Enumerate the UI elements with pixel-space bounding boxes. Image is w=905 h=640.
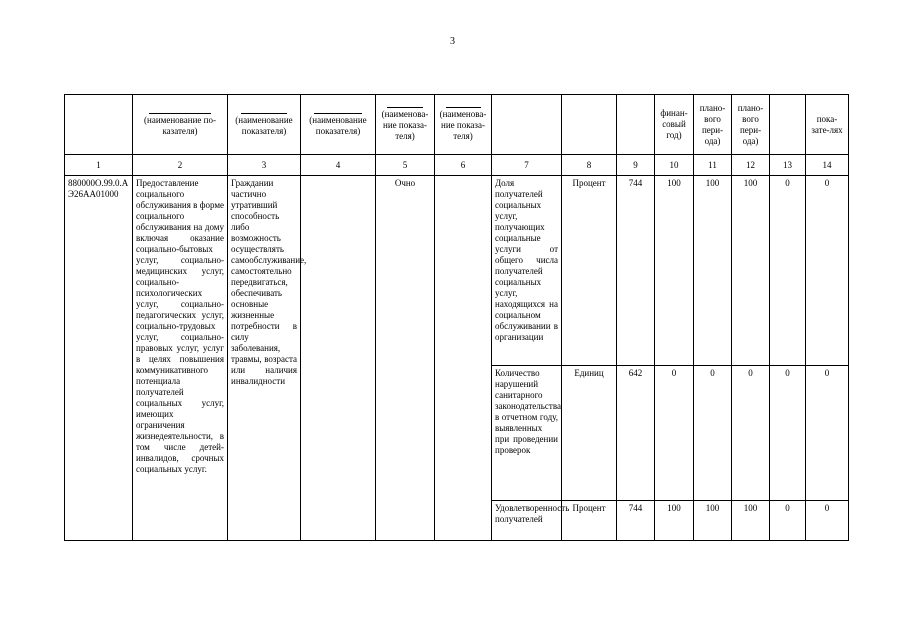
table-row bbox=[65, 176, 849, 366]
column-number: 14 bbox=[806, 155, 849, 176]
column-number: 12 bbox=[732, 155, 770, 176]
header-cell bbox=[770, 95, 806, 155]
indicator-okei: 744 bbox=[617, 501, 655, 541]
indicator-value: 0 bbox=[770, 366, 806, 501]
header-cell: (наименование по-казателя) bbox=[133, 95, 228, 155]
indicator-unit: Процент bbox=[562, 176, 617, 366]
header-cell bbox=[492, 95, 562, 155]
indicator-value: 100 bbox=[732, 501, 770, 541]
column-number: 10 bbox=[655, 155, 694, 176]
indicator-value: 0 bbox=[806, 501, 849, 541]
service-description: Предоставление социального обслуживания в форме социального обслуживания на дому включая оказание социально-бытовых услуг, социально-медицинских услуг, социально-психологических услуг, социально-педагогических услуг, социально-трудовых услуг, социально-правовых услуг, услуг в целях повышения коммуникативного потенциала получателей социальных услуг, имеющих ограничения жизнедеятельности, в том числе детей-инвалидов, срочных социальных услуг. bbox=[133, 176, 228, 541]
indicator-value: 0 bbox=[655, 366, 694, 501]
column-number: 4 bbox=[301, 155, 376, 176]
indicator-value: 0 bbox=[732, 366, 770, 501]
column-number: 1 bbox=[65, 155, 133, 176]
indicator-name: Доля получателей социальных услуг, получающих социальные услуги от общего числа получателей социальных услуг, находящихся на социальном обслуживании в организации bbox=[492, 176, 562, 366]
indicator-okei: 642 bbox=[617, 366, 655, 501]
header-cell: (наименова-ние показа-теля) bbox=[435, 95, 492, 155]
indicator-value: 0 bbox=[770, 176, 806, 366]
column-number: 6 bbox=[435, 155, 492, 176]
column-number: 2 bbox=[133, 155, 228, 176]
indicator-value: 0 bbox=[694, 366, 732, 501]
indicator-value: 100 bbox=[694, 176, 732, 366]
header-cell: финан-совый год) bbox=[655, 95, 694, 155]
header-cell bbox=[65, 95, 133, 155]
header-cell: (наименование показателя) bbox=[301, 95, 376, 155]
indicator-value: 0 bbox=[770, 501, 806, 541]
empty-cell bbox=[301, 176, 376, 541]
header-cell: плано-вого пери-ода) bbox=[732, 95, 770, 155]
column-number: 5 bbox=[376, 155, 435, 176]
indicator-value: 100 bbox=[655, 176, 694, 366]
table-header-row bbox=[65, 95, 849, 155]
indicator-name: Количество нарушений санитарного законодательства в отчетном году, выявленных при проведении проверок bbox=[492, 366, 562, 501]
indicator-value: 100 bbox=[694, 501, 732, 541]
column-number: 7 bbox=[492, 155, 562, 176]
indicator-unit: Процент bbox=[562, 501, 617, 541]
column-number: 9 bbox=[617, 155, 655, 176]
indicator-value: 0 bbox=[806, 176, 849, 366]
indicator-unit: Единиц bbox=[562, 366, 617, 501]
indicators-table bbox=[64, 94, 849, 541]
indicator-value: 0 bbox=[806, 366, 849, 501]
header-cell: (наименова-ние показа-теля) bbox=[376, 95, 435, 155]
indicator-name: Удовлетворенность получателей bbox=[492, 501, 562, 541]
page-number: 3 bbox=[450, 36, 455, 47]
header-cell: плано-вого пери-ода) bbox=[694, 95, 732, 155]
indicator-value: 100 bbox=[732, 176, 770, 366]
header-cell bbox=[562, 95, 617, 155]
column-number: 8 bbox=[562, 155, 617, 176]
service-form: Очно bbox=[376, 176, 435, 541]
recipient-category: Граждании частично утративший способность либо возможность осуществлять самообслуживание, самостоятельно передвигаться, обеспечивать основные жизненные потребности в силу заболевания, травмы, возраста или наличия инвалидности bbox=[228, 176, 301, 541]
header-cell bbox=[617, 95, 655, 155]
column-number: 3 bbox=[228, 155, 301, 176]
column-number-row bbox=[65, 155, 849, 176]
indicator-value: 100 bbox=[655, 501, 694, 541]
header-cell: (наименование показателя) bbox=[228, 95, 301, 155]
indicator-okei: 744 bbox=[617, 176, 655, 366]
column-number: 11 bbox=[694, 155, 732, 176]
empty-cell bbox=[435, 176, 492, 541]
header-cell: пока-зате-лях bbox=[806, 95, 849, 155]
column-number: 13 bbox=[770, 155, 806, 176]
registry-code: 880000О.99.0.АЭ26АА01000 bbox=[65, 176, 133, 541]
